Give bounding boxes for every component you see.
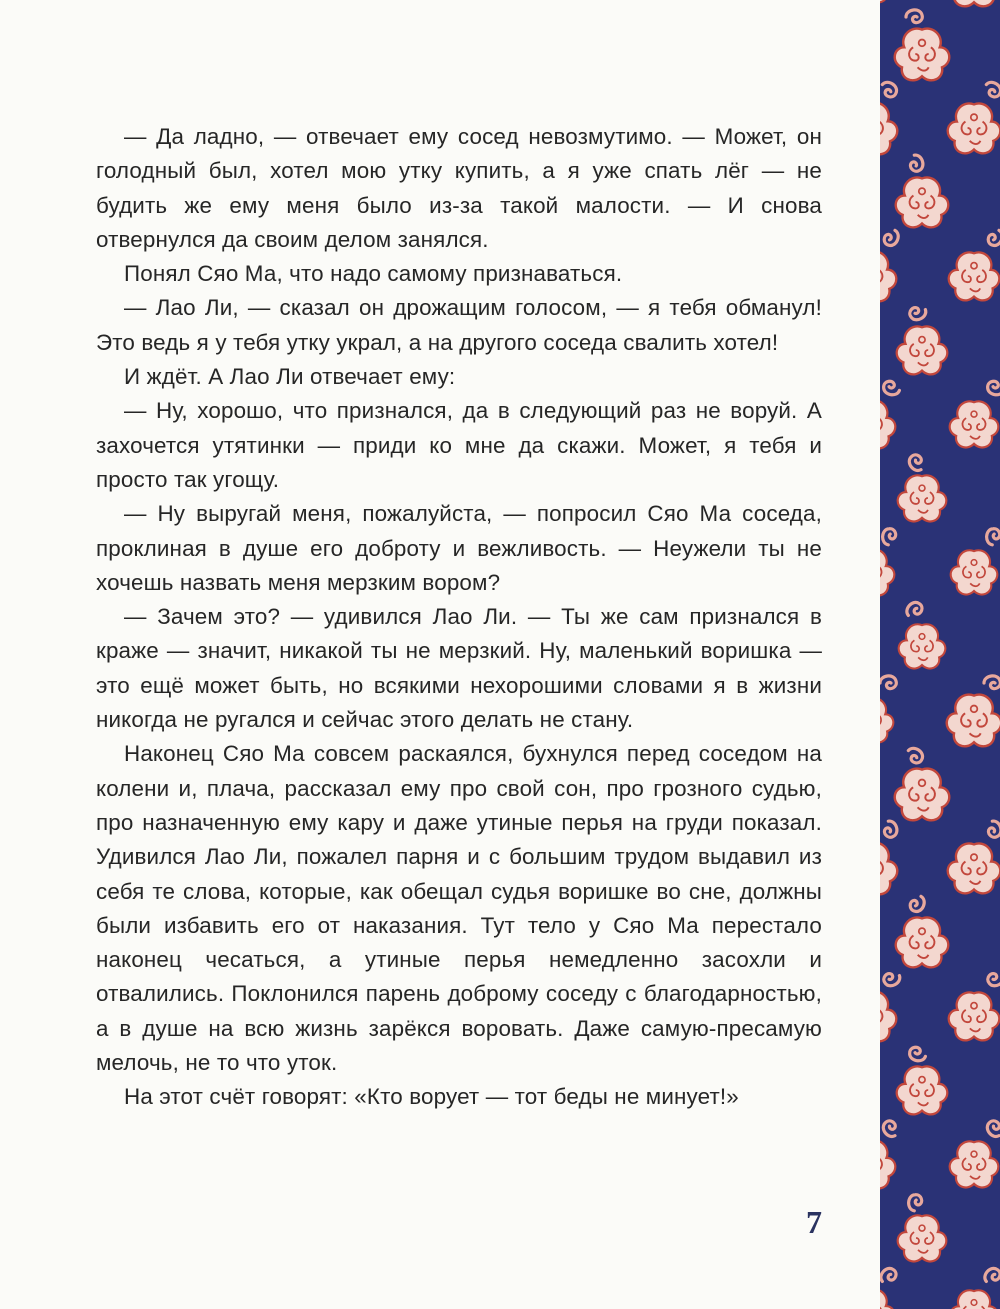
paragraph: Наконец Сяо Ма совсем раскаялся, бухнулся перед соседом на колени и, плача, рассказал ему про свой сон, про грозного судью, про назначенную ему кару и даже утиные перья на груди показал. Удивился Лао Ли, пожалел парня и с большим трудом выдавил из себя те слова, которые, как обещал судья воришке во сне, должны были избавить его от наказания. Тут тело у Сяо Ма перестало наконец чесаться, а утиные перья немедленно засохли и отвалились. Поклонился парень доброму соседу с благодарностью, а в душе на всю жизнь зарёкся воровать. Даже самую-пресамую мелочь, не то что уток. [96, 741, 822, 1076]
paragraph: И ждёт. А Лао Ли отвечает ему: [124, 364, 456, 390]
paragraph: На этот счёт говорят: «Кто ворует — тот беды не минует!» [124, 1084, 739, 1110]
paragraph: Понял Сяо Ма, что надо самому признаваться. [124, 261, 623, 287]
paragraph: — Ну выругай меня, пожалуйста, — попросил Сяо Ма соседа, проклиная в душе его доброту и вежливость. — Неужели ты не хочешь назвать меня мерзким вором? [96, 501, 822, 595]
paragraph: — Ну, хорошо, что признался, да в следующий раз не воруй. А захочется утятинки — приди ко мне да скажи. Может, я тебя и просто так угощу. [96, 398, 822, 492]
paragraph: — Зачем это? — удивился Лао Ли. — Ты же сам признался в краже — значит, никакой ты не мерзкий. Ну, маленький воришка — это ещё может быть, но всякими нехорошими словами я в жизни никогда не ругался и сейчас этого делать не стану. [96, 604, 822, 733]
cloud-pattern-icon [880, 0, 1000, 1309]
paragraph: — Лао Ли, — сказал он дрожащим голосом, — я тебя обманул! Это ведь я у тебя утку украл, а на другого соседа свалить хотел! [96, 295, 822, 355]
ornamental-border [880, 0, 1000, 1309]
paragraph: — Да ладно, — отвечает ему сосед невозмутимо. — Может, он голодный был, хотел мою утку купить, а я уже спать лёг — не будить же ему меня было из-за такой малости. — И снова отвернулся да своим делом занялся. [96, 124, 822, 252]
page-number: 7 [806, 1204, 822, 1240]
story-text [96, 120, 822, 1115]
